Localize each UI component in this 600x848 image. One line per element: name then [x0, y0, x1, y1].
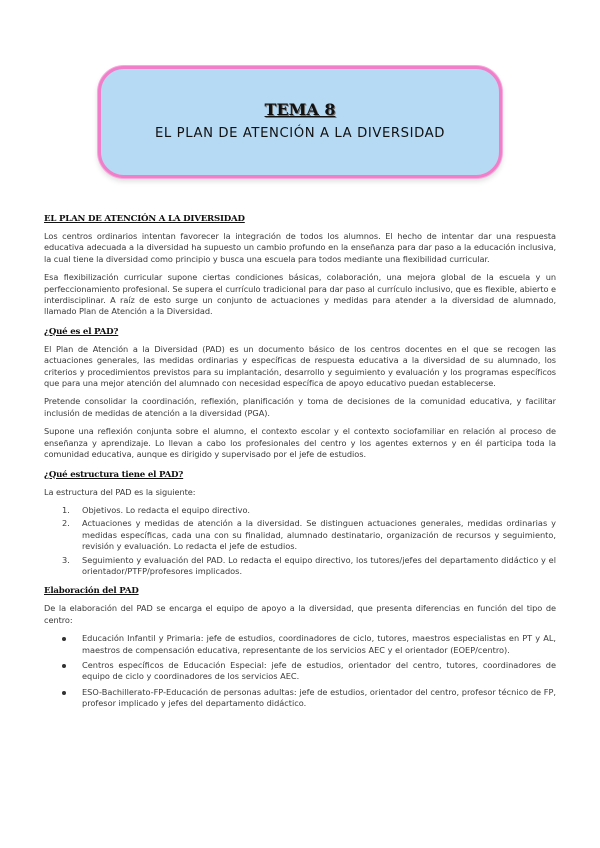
- paragraph: La estructura del PAD es la siguiente:: [44, 486, 196, 497]
- list-item: [44, 633, 556, 656]
- list-number: 2.: [62, 518, 70, 529]
- list-number: 3.: [62, 554, 70, 565]
- list-item-text: Centros específicos de Educación Especial: jefe de estudios, orientador del centro, tutores, coordinadores de equipo de ciclo y coordinadores de los servicios AEC.: [82, 659, 556, 682]
- paragraph: Supone una reflexión conjunta sobre el alumno, el contexto escolar y el contexto sociofamiliar en relación al proceso de enseñanza y aprendizaje. Lo llevan a cabo los profesionales del centro y los agentes externos y en él participa toda la comunidad educativa, aunque es dirigido y supervisado por el jefe de estudios.: [44, 426, 556, 460]
- list-item: [44, 505, 556, 516]
- paragraph: De la elaboración del PAD se encarga el equipo de apoyo a la diversidad, que presenta diferencias en función del tipo de centro:: [44, 603, 556, 625]
- list-item: [44, 555, 556, 578]
- paragraph: Los centros ordinarios intentan favorecer la integración de todos los alumnos. El hecho de intentar dar una respuesta educativa adecuada a la diversidad ha supuesto un cambio profundo en la enseñanza para dar paso a la educación inclusiva, la cual tiene la diversidad como principio y busca una escuela para todos mediante una flexibilidad curricular.: [44, 231, 556, 264]
- section-heading-estructura: ¿Qué estructura tiene el PAD?: [44, 469, 184, 480]
- list-item-text: ESO-Bachillerato-FP-Educación de personas adultas: jefe de estudios, orientador del centro, profesor técnico de FP, profesor implicado y jefes del departamento didáctico.: [82, 686, 556, 709]
- tema-number: TEMA 8: [264, 100, 336, 119]
- bullet-icon: [62, 691, 66, 695]
- section-heading-plan: EL PLAN DE ATENCIÓN A LA DIVERSIDAD: [44, 214, 245, 224]
- list-item-text: Actuaciones y medidas de atención a la diversidad. Se distinguen actuaciones generales, medidas ordinarias y medidas específicas, cada una con su finalidad, alumnado destinatario, organización de recursos y seguimiento, revisión y evaluación. Lo redacta el jefe de estudios.: [82, 518, 556, 552]
- document-title: EL PLAN DE ATENCIÓN A LA DIVERSIDAD: [154, 126, 445, 141]
- title-banner: [98, 66, 502, 178]
- list-item-text: Educación Infantil y Primaria: jefe de estudios, coordinadores de ciclo, tutores, maestros especialistas en PT y AL, maestros de compensación educativa, representante de los servicios AEC y el orientador (EOEP/centro).: [82, 633, 556, 655]
- section-heading-que-es: ¿Qué es el PAD?: [44, 326, 119, 337]
- list-number: 1.: [62, 504, 70, 515]
- list-item: [44, 687, 556, 710]
- section-heading-elaboracion: Elaboración del PAD: [44, 586, 139, 597]
- list-item-text: Objetivos. Lo redacta el equipo directivo.: [82, 504, 250, 515]
- list-item: [44, 660, 556, 683]
- document-body: [44, 214, 556, 717]
- numbered-list: [44, 505, 556, 577]
- paragraph: El Plan de Atención a la Diversidad (PAD) es un documento básico de los centros docentes en el que se recogen las actuaciones generales, las medidas ordinarias y específicas de respuesta educativa a la diversidad de su alumnado, los criterios y procedimientos previstos para su implantación, desarrollo y seguimiento y evaluación y los programas específicos que para una mejor atención del alumnado con necesidad específica de apoyo educativo puedan establecerse.: [44, 343, 556, 389]
- paragraph: Pretende consolidar la coordinación, reflexión, planificación y toma de decisiones de la comunidad educativa, y facilitar inclusión de medidas de atención a la diversidad (PGA).: [44, 396, 556, 418]
- bullet-icon: [62, 664, 66, 668]
- bullet-list: [44, 633, 556, 709]
- paragraph: Esa flexibilización curricular supone ciertas condiciones básicas, colaboración, una mejora global de la escuela y un perfeccionamiento profesional. Se supera el currículo tradicional para dar paso al currículo inclusivo, que es flexible, abierto e interdisciplinar. A raíz de esto surge un conjunto de actuaciones y medidas para atender a la diversidad de alumnado, llamado Plan de Atención a la Diversidad.: [44, 272, 556, 317]
- list-item-text: Seguimiento y evaluación del PAD. Lo redacta el equipo directivo, los tutores/jefes del departamento didáctico y el orientador/PTFP/profesores implicados.: [82, 554, 556, 576]
- list-item: [44, 518, 556, 552]
- bullet-icon: [62, 637, 66, 641]
